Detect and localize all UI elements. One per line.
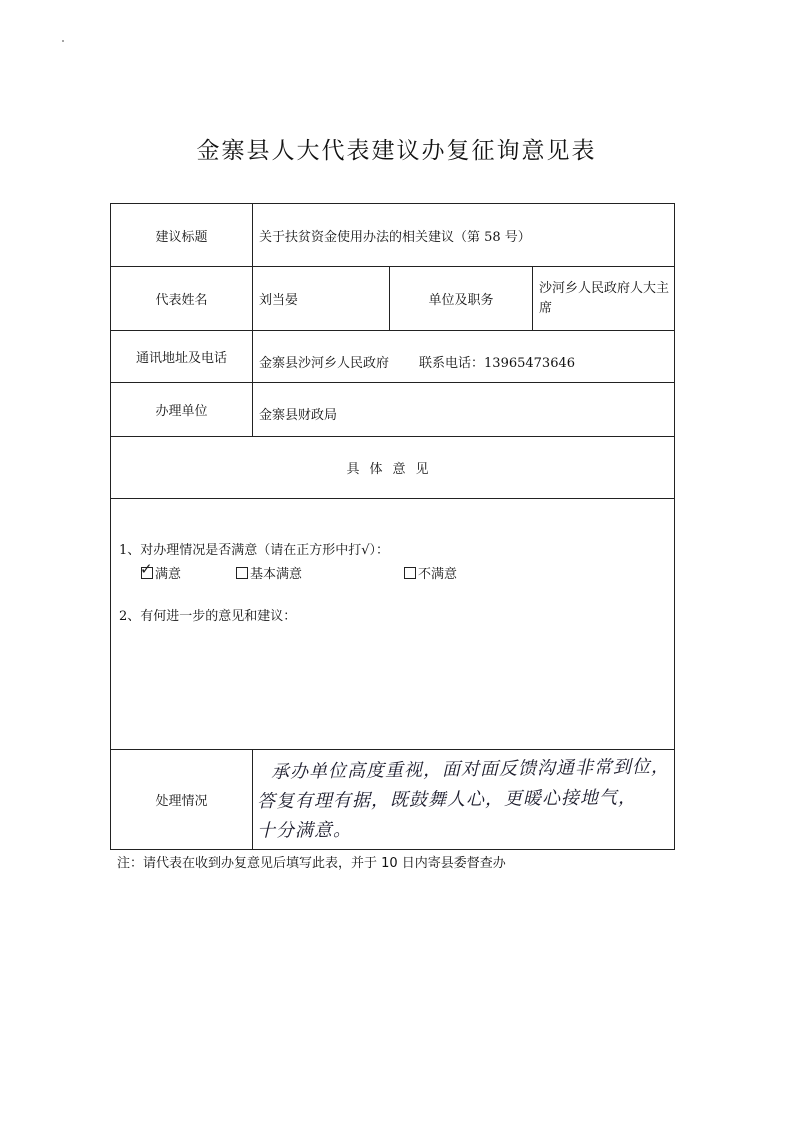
processing-value bbox=[253, 750, 675, 850]
question-further-advice: 2、有何进一步的意见和建议： bbox=[119, 609, 297, 624]
checkbox-dissatisfied[interactable] bbox=[404, 567, 416, 579]
row-handling-unit bbox=[111, 383, 675, 437]
opinion-body bbox=[111, 499, 675, 750]
row-delegate bbox=[111, 267, 675, 331]
phone-value: 13965473646 bbox=[484, 356, 576, 371]
question-satisfaction: 1、对办理情况是否满意（请在正方形中打√）： bbox=[119, 543, 390, 558]
opinion-header: 具体意见 bbox=[111, 437, 675, 499]
handwritten-comment bbox=[253, 755, 674, 845]
option-dissatisfied-label: 不满意 bbox=[418, 567, 458, 582]
phone-label: 联系电话： bbox=[419, 356, 485, 371]
handwriting-line: 十分满意。 bbox=[256, 819, 353, 841]
option-basically-satisfied[interactable] bbox=[236, 563, 302, 582]
address-value: 金寨县沙河乡人民政府 bbox=[259, 356, 390, 371]
page-title: 金寨县人大代表建议办复征询意见表 bbox=[196, 138, 597, 164]
row-processing bbox=[111, 750, 675, 850]
option-satisfied-label: 满意 bbox=[155, 567, 182, 582]
unit-position-value: 沙河乡人民政府人大主席 bbox=[533, 267, 675, 331]
row-opinion-body bbox=[111, 499, 675, 750]
row-address-phone bbox=[111, 331, 675, 383]
unit-position-label: 单位及职务 bbox=[390, 267, 533, 331]
feedback-form-table bbox=[110, 203, 675, 850]
footnote: 注：请代表在收到办复意见后填写此表，并于 10 日内寄县委督查办 bbox=[117, 856, 506, 871]
check-mark-icon: ✓ bbox=[140, 560, 153, 578]
handling-unit-label: 办理单位 bbox=[111, 383, 253, 437]
suggestion-title-label: 建议标题 bbox=[111, 204, 253, 267]
address-phone-value bbox=[253, 331, 675, 383]
handling-unit-value: 金寨县财政局 bbox=[253, 383, 675, 437]
handwriting-line: 承办单位高度重视，面对面反馈沟通非常到位， bbox=[270, 755, 671, 783]
option-satisfied[interactable] bbox=[140, 560, 182, 582]
checkbox-basically-satisfied[interactable] bbox=[236, 567, 248, 579]
delegate-name-value: 刘当晏 bbox=[253, 267, 390, 331]
handwriting-line: 答复有理有据，既鼓舞人心，更暖心接地气， bbox=[256, 786, 638, 812]
option-basically-satisfied-label: 基本满意 bbox=[250, 567, 303, 582]
row-opinion-header bbox=[111, 437, 675, 499]
row-suggestion-title bbox=[111, 204, 675, 267]
satisfaction-options bbox=[140, 560, 661, 583]
suggestion-title-value: 关于扶贫资金使用办法的相关建议（第 58 号） bbox=[253, 204, 675, 267]
delegate-name-label: 代表姓名 bbox=[111, 267, 253, 331]
processing-label: 处理情况 bbox=[111, 750, 253, 850]
address-phone-label: 通讯地址及电话 bbox=[111, 331, 253, 383]
scan-speck bbox=[62, 40, 64, 42]
checkbox-satisfied[interactable] bbox=[140, 560, 153, 579]
option-dissatisfied[interactable] bbox=[404, 563, 457, 582]
